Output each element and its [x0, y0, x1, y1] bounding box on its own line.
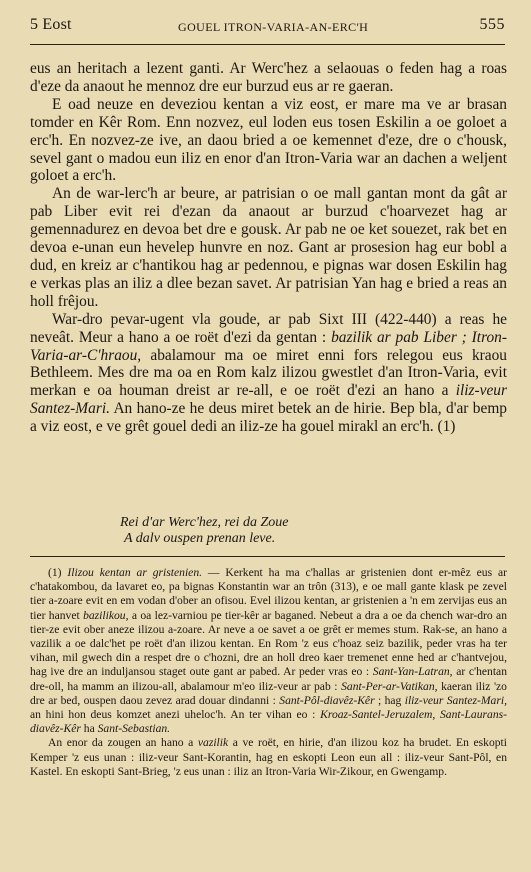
paragraph-3: An de war-lerc'h ar beure, ar patrisian o oe mall gantan mont da gât ar pab Liber evit rei d'ezan da anaout ar burzud c'hoarvezet hag ar gemennadurez en devoa bet dre e gousk. Ar pab ne oe ket souezet, rak bet en devoa e-unan eun hevelep hunvre en noz. Gant ar prosesion hag eur bobl a dud, en kreiz ar c'hantikou hag ar pedennou, e pignas war dosen Eskilin hag e verkas plas an iliz a dlee bezan savet. Ar patrisian Yan hag e bried a reas an holl frêjou. [30, 185, 507, 310]
footnote-text: an hini hon deus komzet anezi uheloc'h. An ter vihan eo : [30, 708, 321, 722]
footnote-italic: bazilikou, [83, 608, 129, 622]
header-title: GOUEL ITRON-VARIA-AN-ERC'H [178, 20, 369, 34]
header-date: 5 Eost [30, 16, 72, 33]
footnote-italic: Sant-Yan-Latran, [372, 665, 453, 679]
footnote-text: kaeran iliz 'zo dre ar bed, ouspen daou zevez arad douar dindanni : [30, 679, 507, 707]
paragraph-4-text-c: An hano-ze he deus miret betek an de hirie. Bep bla, d'ar bemp a viz eost, e ve grêt gouel dedi an iliz-ze ha gouel mirakl an erc'h. (1) [30, 400, 507, 436]
paragraph-4-italic-1: bazilik ar pab Liber ; Itron-Varia-ar-C'hraou, [30, 328, 507, 364]
paragraph-4-text-a: War-dro pevar-ugent vla goude, ar pab Sixt III (422-440) a reas he neveât. Meur a hano a oe roët d'ezi da gentan : [30, 310, 507, 346]
header-rule [30, 44, 505, 45]
footnote-title: Ilizou kentan ar gristenien. [67, 566, 203, 579]
footnote-italic: Sant-Per-ar-Vatikan, [341, 679, 438, 693]
footnote-italic: vazilik [197, 736, 229, 750]
footnote-paragraph-1 [30, 566, 507, 736]
footnote-italic: Sant-Sebastian. [97, 722, 171, 736]
footnote-text: ar c'hentan dre-oll, ha mamm an ilizou-all, abalamour m'eo iliz-veur ar pab : [30, 665, 507, 693]
verse [120, 515, 289, 547]
paragraph-4-italic-2: iliz-veur Santez-Mari. [30, 382, 507, 418]
footnote-text: — Kerkent ha ma c'hallas ar gristenien dont er-mêz eus ar c'hatakombou, da lavaret eo, pa bignas Konstantin war an trôn (313), e oe mall gante klask pe zevel tier a-zoare evit en em vodan d'ober an ofisou. Evel ilizou kentan, ar gristenien a 'n em zervijas eus an tier hanvet [30, 566, 507, 622]
footnote-italic: Sant-Pôl-diavêz-Kêr [279, 693, 375, 707]
verse-line-1: Rei d'ar Werc'hez, rei da Zoue [120, 515, 289, 530]
footnote-italic: Kroaz-Santel-Jeruzalem, Sant-Laurans-diavêz-Kêr [30, 708, 507, 736]
footnote-text: a oa lez-varniou pe tier-kêr ar baganed. Nebeut a dra a oe da chench war-dro an tier-ze evit ober aneze ilizou a-zoare. Ar neve a oe savet a oe grêt er memes stum. Rak-se, an hano a vazilik a oe dalc'het pe roët d'an ilizou kentan. En Rom 'z eus c'hoaz seiz bazilik, peder vras ha ter vihan, mil gwech din a respet dre o c'hozni, dre an holl dreo kaer tremenet enne hed ar c'hantvejou, hag ive dre an induljansou staget oute gant ar pabed. Ar peder vras eo : [30, 608, 507, 679]
footnote [30, 566, 507, 779]
footnote-text: An enor da zougen an hano a [48, 736, 198, 750]
paragraph-1: eus an heritach a lezent ganti. Ar Werc'hez a selaouas o feden hag a roas d'eze da anaout he mennoz dre eur burzud eus ar re gaeran. [30, 60, 507, 95]
footnote-text: ; hag [374, 693, 405, 707]
paragraph-2: E oad neuze en deveziou kentan a viz eost, er mare ma ve ar brasan tomder en Kêr Rom. Enn nozvez, eul loden eus tosen Eskilin a oe goloet a erc'h. En nozvez-ze ive, an daou bried a oe kemennet d'eze, dre o c'housk, sevel gant o madou eun iliz en enor d'an Itron-Varia war an dachen a weljent goloet a erc'h. [30, 95, 507, 185]
footnote-rule [30, 556, 505, 557]
footnote-text: ha [80, 722, 98, 736]
running-header [30, 16, 505, 40]
paragraph-4 [30, 311, 507, 436]
footnote-italic: iliz-veur Santez-Mari, [404, 693, 507, 707]
footnote-text: a ve roët, en hirie, d'an ilizou koz ha brudet. En eskopti Kemper 'z eus unan : iliz-veur Sant-Korantin, hag en eskopti Leon eun all : iliz-veur Sant-Pôl, en Kastel. En eskopti Sant-Brieg, 'z eus unan : iliz an Itron-Varia Wir-Zikour, en Gwengamp. [30, 736, 507, 778]
main-text [30, 60, 507, 436]
paragraph-4-text-b: abalamour ma oe miret enni fors relegou eus kraou Bethleem. Mes dre ma oa en Rom kalz ilizou gwestlet d'an Itron-Varia, evit merkan e oa houman dreist ar re-all, e oe roët d'ezi an hano a [30, 346, 507, 400]
verse-line-2: A dalv ouspen prenan leve. [124, 531, 276, 546]
page-number: 555 [479, 16, 505, 33]
footnote-marker: (1) [48, 566, 68, 579]
footnote-paragraph-2 [30, 736, 507, 779]
